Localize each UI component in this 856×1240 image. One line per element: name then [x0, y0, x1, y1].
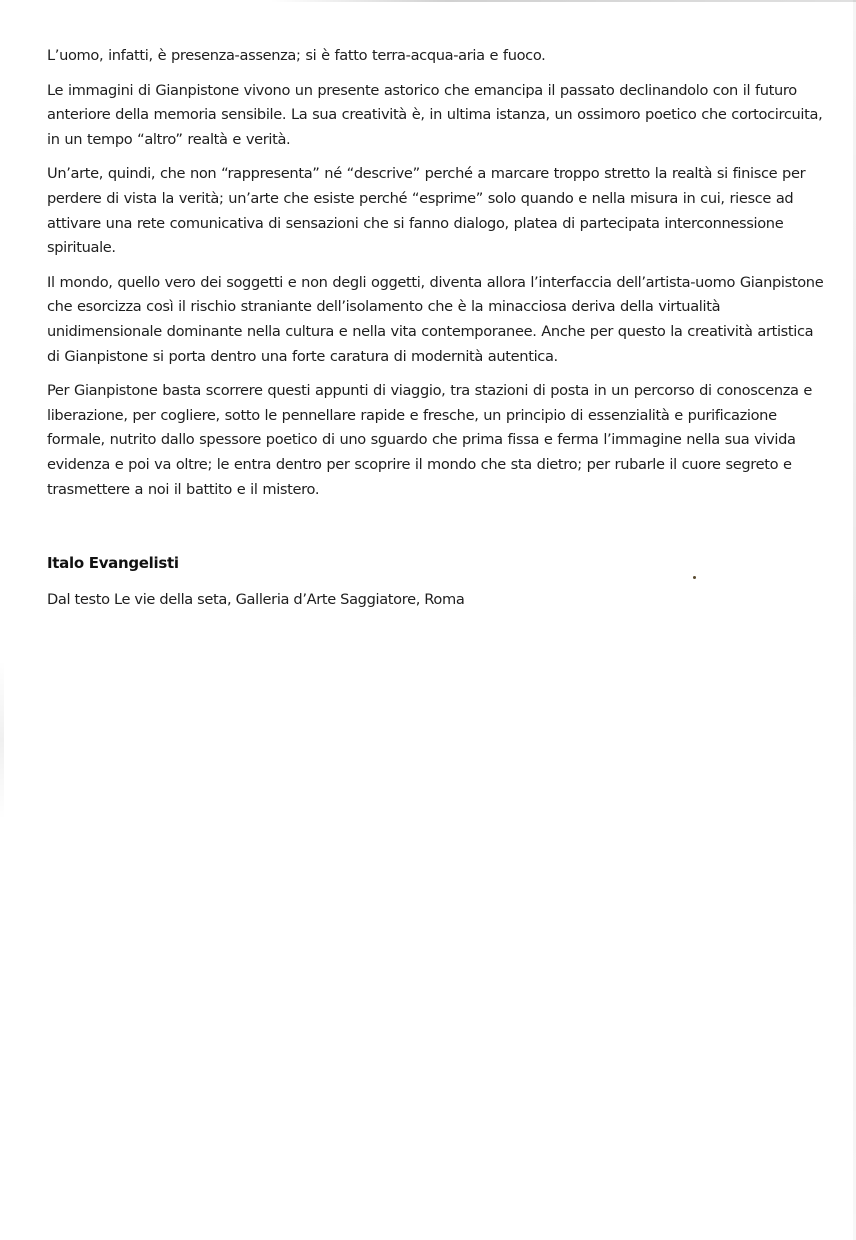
source-citation: Dal testo Le vie della seta, Galleria d’Arte Saggiatore, Roma: [47, 591, 465, 608]
paragraph-5: Per Gianpistone basta scorrere questi appunti di viaggio, tra stazioni di posta in un percorso di conoscenza e liberazione, per cogliere, sotto le pennellare rapide e fresche, un principio di essenzialità e purificazione formale, nutrito dallo spessore poetico di uno sguardo che prima fissa e ferma l’immagine nella sua vivida evidenza e poi va oltre; le entra dentro per scoprire il mondo che sta dietro; per rubarle il cuore segreto e trasmettere a noi il battito e il mistero.: [47, 382, 813, 498]
paragraph-1: L’uomo, infatti, è presenza-assenza; si è fatto terra-acqua-aria e fuoco.: [47, 47, 546, 64]
author-name: Italo Evangelisti: [47, 554, 179, 572]
page-left-edge-shadow: [0, 660, 4, 820]
paragraph-4: Il mondo, quello vero dei soggetti e non degli oggetti, diventa allora l’interfaccia dell’artista-uomo Gianpistone che esorcizza così il rischio straniante dell’isolamento che è la minacciosa deriva della virtualità unidimensionale dominante nella cultura e nella vita contemporanee. Anche per questo la creatività artistica di Gianpistone si porta dentro una forte caratura di modernità autentica.: [47, 273, 824, 365]
essay-body: [47, 44, 827, 512]
page-top-edge-shadow: [270, 0, 856, 2]
paragraph-2: Le immagini di Gianpistone vivono un presente astorico che emancipa il passato declinandolo con il futuro anteriore della memoria sensibile. La sua creatività è, in ultima istanza, un ossimoro poetico che cortocircuita, in un tempo “altro” realtà e verità.: [47, 81, 823, 148]
paper-speck: [693, 576, 696, 579]
paragraph-3: Un’arte, quindi, che non “rappresenta” né “descrive” perché a marcare troppo stretto la realtà si finisce per perdere di vista la verità; un’arte che esiste perché “esprime” solo quando e nella misura in cui, riesce ad attivare una rete comunicativa di sensazioni che si fanno dialogo, platea di partecipata interconnessione spirituale.: [47, 165, 806, 257]
